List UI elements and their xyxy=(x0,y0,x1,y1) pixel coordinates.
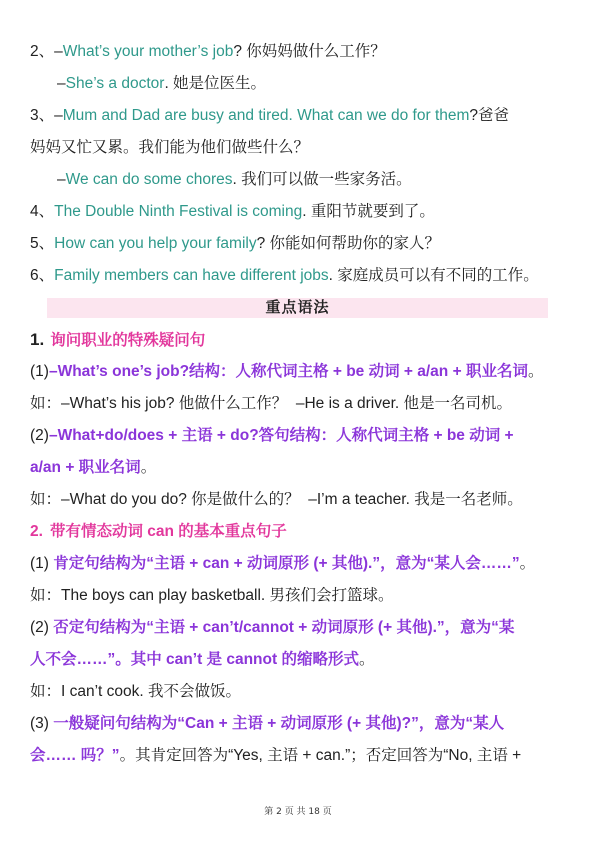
chinese-translation: . 她是位医生。 xyxy=(164,75,267,92)
chinese-translation: ?爸爸 xyxy=(469,107,510,124)
english-sentence: Family members can have different jobs xyxy=(54,267,329,284)
example-line xyxy=(0,484,596,516)
rule-end-punctuation: 。 xyxy=(527,363,544,380)
rule-line xyxy=(0,708,596,740)
rule-end-punctuation: 。 xyxy=(140,459,157,476)
dialogue-dash: – xyxy=(54,43,63,60)
example-text: 如：–What’s his job? 他做什么工作？ –He is a driver. 他是一名司机。 xyxy=(30,395,513,412)
section-title-line xyxy=(0,324,596,356)
grammar-heading-band: 重点语法 xyxy=(47,298,548,318)
rule-line xyxy=(0,420,596,452)
sentence-number: 2、 xyxy=(30,43,55,60)
example-line xyxy=(0,580,596,612)
english-sentence: Mum and Dad are busy and tired. What can we do for them xyxy=(62,107,470,124)
rule-end-punctuation: 。 xyxy=(519,555,536,572)
section-number: 2. xyxy=(30,523,43,540)
key-sentence-4 xyxy=(0,196,596,228)
sentence-number: 5、 xyxy=(30,235,55,252)
rule-text: –What+do/does + 主语 + do?答句结构：人称代词主格 + be 动词 + xyxy=(48,427,514,444)
dialogue-dash: – xyxy=(57,75,66,92)
key-sentence-2-answer xyxy=(0,68,596,100)
rule-text: 人不会……”。其中 can’t 是 cannot 的缩略形式 xyxy=(30,651,359,668)
rule-label: (3) xyxy=(30,715,54,732)
rule-line xyxy=(0,548,596,580)
dialogue-dash: – xyxy=(57,171,66,188)
rule-line xyxy=(0,612,596,644)
rule-label: (2) xyxy=(30,427,49,444)
rule-text: –What’s one’s job?结构：人称代词主格 + be 动词 + a/an + 职业名词 xyxy=(48,363,528,380)
sentence-number: 4、 xyxy=(30,203,55,220)
chinese-translation: . 重阳节就要到了。 xyxy=(302,203,435,220)
example-line xyxy=(0,388,596,420)
chinese-translation: . 家庭成员可以有不同的工作。 xyxy=(328,267,539,284)
answer-explanation: 。其肯定回答为“Yes, 主语 + can.”；否定回答为“No, 主语 + xyxy=(119,747,522,764)
sentence-number: 6、 xyxy=(30,267,55,284)
grammar-section-job-questions xyxy=(0,324,596,516)
english-sentence: We can do some chores xyxy=(65,171,233,188)
key-sentence-3-question xyxy=(0,100,596,132)
section-title-line xyxy=(0,516,596,548)
rule-text: 一般疑问句结构为“Can + 主语 + 动词原形 (+ 其他)?”，意为“某人 xyxy=(53,715,505,732)
chinese-translation: . 我们可以做一些家务活。 xyxy=(232,171,412,188)
rule-label: (1) xyxy=(30,363,49,380)
key-sentence-6 xyxy=(0,260,596,292)
grammar-section-can-sentences xyxy=(0,516,596,772)
key-sentences xyxy=(0,36,596,292)
rule-text: a/an + 职业名词 xyxy=(30,459,141,476)
example-text: 如：–What do you do? 你是做什么的？ –I’m a teacher. 我是一名老师。 xyxy=(30,491,523,508)
sentence-number: 3、 xyxy=(30,107,55,124)
section-number: 1. xyxy=(30,330,45,349)
rule-line-continued xyxy=(0,452,596,484)
rule-text: 会…… 吗？” xyxy=(30,747,120,764)
rule-line-continued xyxy=(0,740,596,772)
rule-label: (2) xyxy=(30,619,54,636)
key-sentence-3-question-continued xyxy=(0,132,596,164)
english-sentence: She’s a doctor xyxy=(65,75,165,92)
rule-label: (1) xyxy=(30,555,54,572)
example-text: 如：The boys can play basketball. 男孩们会打篮球。 xyxy=(30,587,394,604)
key-sentence-2-question xyxy=(0,36,596,68)
chinese-translation: 妈妈又忙又累。我们能为他们做些什么？ xyxy=(30,139,310,156)
rule-end-punctuation: 。 xyxy=(358,651,375,668)
section-title: 询问职业的特殊疑问句 xyxy=(50,332,206,349)
page-footer: 第 2 页 共 18 页 xyxy=(264,807,332,817)
example-line xyxy=(0,676,596,708)
english-sentence: How can you help your family xyxy=(54,235,257,252)
example-text: 如：I can’t cook. 我不会做饭。 xyxy=(30,683,242,700)
section-title: 带有情态动词 can 的基本重点句子 xyxy=(49,523,287,540)
rule-text: 肯定句结构为“主语 + can + 动词原形 (+ 其他).”，意为“某人会……” xyxy=(53,555,520,572)
rule-text: 否定句结构为“主语 + can’t/cannot + 动词原形 (+ 其他).”，意为“某 xyxy=(53,619,515,636)
chinese-translation: ? 你能如何帮助你的家人？ xyxy=(256,235,441,252)
rule-line xyxy=(0,356,596,388)
key-sentence-3-answer xyxy=(0,164,596,196)
rule-line-continued xyxy=(0,644,596,676)
english-sentence: The Double Ninth Festival is coming xyxy=(54,203,303,220)
english-sentence: What’s your mother’s job xyxy=(62,43,234,60)
key-sentence-5 xyxy=(0,228,596,260)
chinese-translation: ? 你妈妈做什么工作？ xyxy=(233,43,386,60)
dialogue-dash: – xyxy=(54,107,63,124)
